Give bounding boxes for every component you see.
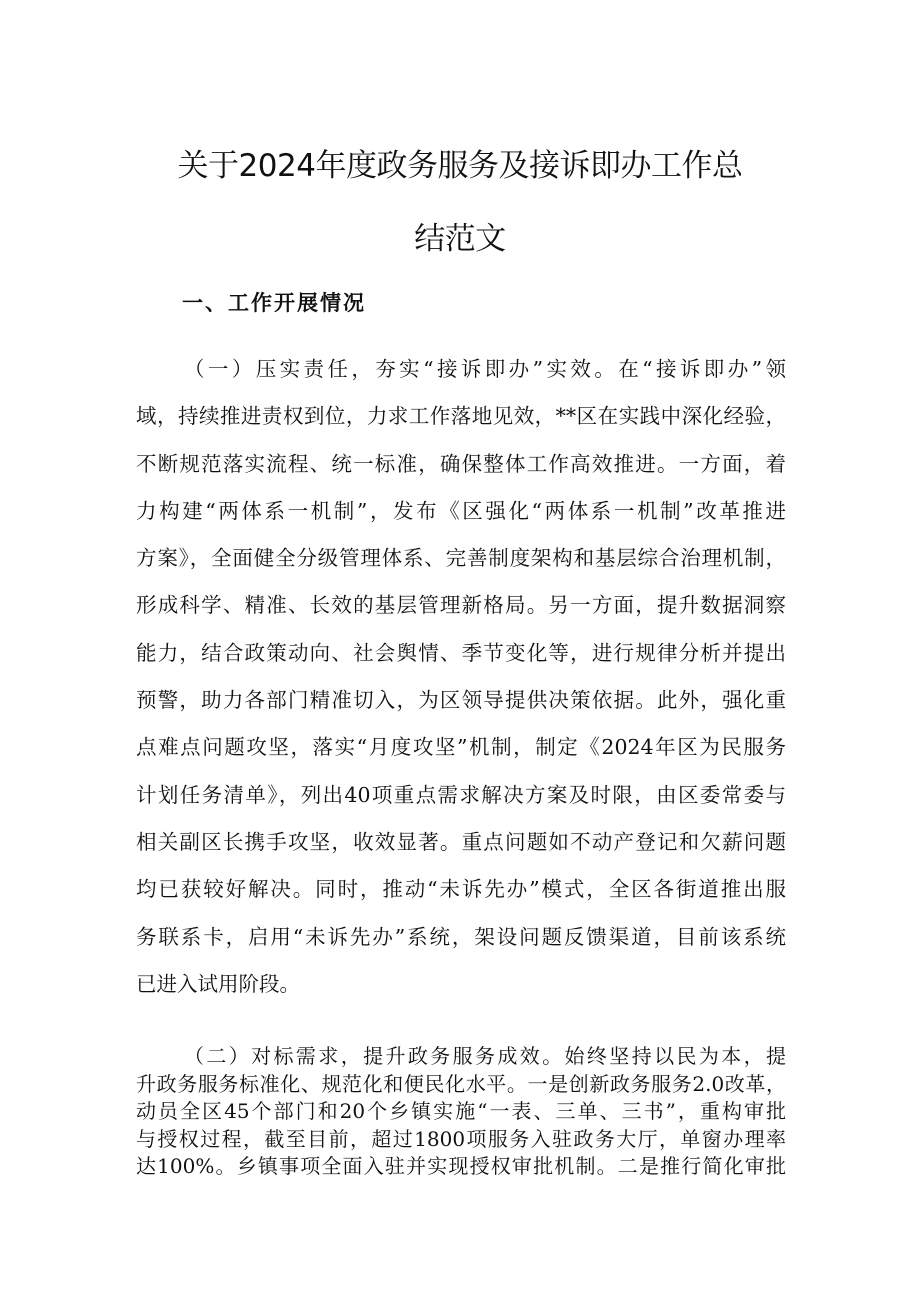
document-title-line-2: 结范文 [414,221,506,257]
paragraph-line: 升政务服务标准化、规范化和便民化水平。一是创新政务服务2.0改革， [136,1071,786,1096]
paragraph-line: 域，持续推进责权到位，力求工作落地见效，**区在实践中深化经验， [136,404,786,429]
paragraph-line: 动员全区45个部门和20个乡镇实施“一表、三单、三书”，重构审批 [136,1099,786,1123]
paragraph-line: 形成科学、精准、长效的基层管理新格局。另一方面，提升数据洞察 [136,593,786,618]
paragraph-responsibility [136,346,786,1008]
paragraph-line: 相关副区长携手攻坚，收效显著。重点问题如不动产登记和欠薪问题 [136,829,786,854]
paragraph-line: 达100%。乡镇事项全面入驻并实现授权审批机制。二是推行简化审批 [136,1154,786,1178]
paragraph-service [136,1043,786,1181]
section-heading: 一、工作开展情况 [182,290,366,315]
paragraph-line: （二）对标需求，提升政务服务成效。始终坚持以民为本，提 [184,1044,786,1068]
paragraph-line: 均已获较好解决。同时，推动“未诉先办”模式，全区各街道推出服 [136,877,786,902]
paragraph-line: 力构建“两体系一机制”，发布《区强化“两体系一机制”改革推进 [136,498,786,523]
paragraph-line: 能力，结合政策动向、社会舆情、季节变化等，进行规律分析并提出 [136,640,786,665]
paragraph-line: 计划任务清单》，列出40项重点需求解决方案及时限，由区委常委与 [136,782,786,807]
paragraph-line: 方案》，全面健全分级管理体系、完善制度架构和基层综合治理机制， [136,546,786,571]
paragraph-line: 预警，助力各部门精准切入，为区领导提供决策依据。此外，强化重 [136,688,786,713]
paragraph-line: 不断规范落实流程、统一标准，确保整体工作高效推进。一方面，着 [136,451,786,476]
paragraph-line: 与授权过程，截至目前，超过1800项服务入驻政务大厅，单窗办理率 [136,1126,786,1151]
paragraph-line: 点难点问题攻坚，落实“月度攻坚”机制，制定《2024年区为民服务 [136,735,786,760]
paragraph-line: （一）压实责任，夯实“接诉即办”实效。在“接诉即办”领 [184,357,786,381]
paragraph-line: 务联系卡，启用“未诉先办”系统，架设问题反馈渠道，目前该系统 [136,924,786,949]
paragraph-line: 已进入试用阶段。 [136,971,300,996]
document-title-line-1: 关于2024年度政务服务及接诉即办工作总 [177,148,743,184]
